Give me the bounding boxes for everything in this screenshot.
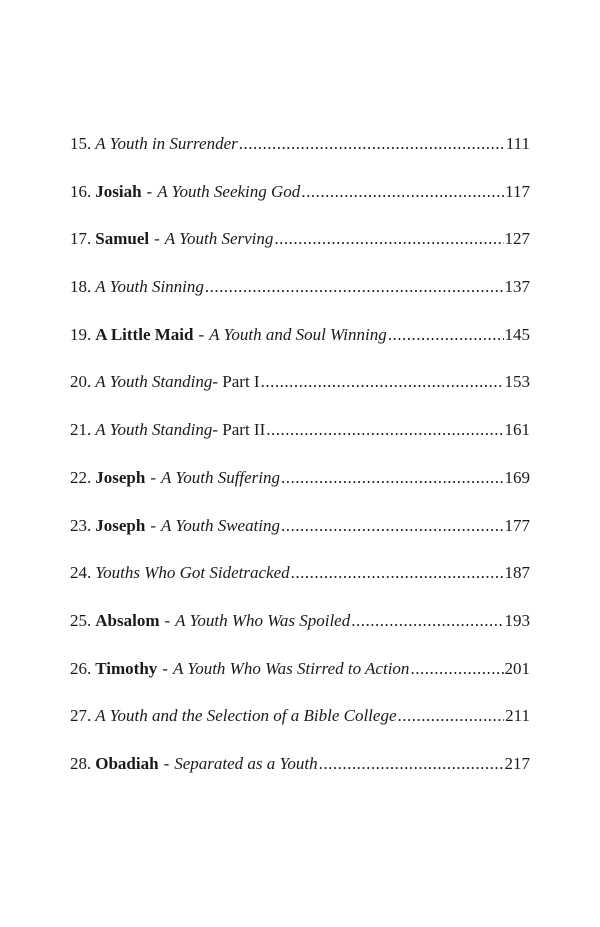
dot-leader [319,752,504,776]
entry-number: 24. [70,563,92,583]
entry-separator: - [150,467,156,487]
entry-separator: - [162,658,168,678]
entry-number: 23. [70,515,92,535]
entry-separator: - [150,515,156,535]
toc-entry [70,180,530,228]
dot-leader [301,180,504,204]
entry-separator: - [198,324,205,344]
toc-entry [70,609,530,657]
dot-leader [410,657,503,681]
entry-number: 21. [70,420,92,440]
entry-number: 27. [70,706,92,726]
entry-title: A Youth Who Was Stirred to Action [172,658,410,678]
entry-page-number: 111 [505,134,530,153]
entry-number: 18. [70,277,92,297]
entry-separator: - [154,229,160,249]
toc-entry [70,752,530,800]
entry-title: A Youth Seeking God [157,181,301,201]
entry-title: A Youth Sweating [161,515,281,535]
entry-number: 15. [70,134,92,153]
entry-page-number: 187 [504,563,530,583]
entry-page-number: 177 [504,515,530,535]
entry-number: 19. [70,324,92,344]
toc-entry [70,323,530,371]
dot-leader [239,132,505,156]
entry-name: Joseph [95,467,146,487]
entry-suffix: - Part I [212,372,260,392]
entry-title: A Youth in Surrender [95,134,238,153]
entry-page-number: 127 [504,229,530,249]
entry-page-number: 193 [504,610,530,630]
entry-number: 25. [70,610,92,630]
entry-suffix: - Part II [212,420,266,440]
entry-name: Obadiah [95,753,159,773]
entry-number: 16. [70,181,92,201]
entry-number: 22. [70,467,92,487]
dot-leader [281,514,503,538]
entry-title: Youths Who Got Sidetracked [95,563,290,583]
toc-entry [70,418,530,466]
entry-page-number: 117 [505,181,530,201]
entry-page-number: 169 [504,467,530,487]
toc-entry [70,657,530,705]
dot-leader [291,561,504,585]
entry-number: 26. [70,658,92,678]
dot-leader [261,370,504,394]
entry-page-number: 201 [504,658,530,678]
entry-title: A Youth Standing [95,372,213,392]
entry-number: 20. [70,372,92,392]
entry-number: 28. [70,753,92,773]
entry-title: A Youth Sinning [95,277,204,297]
entry-separator: - [146,181,153,201]
entry-page-number: 153 [504,372,530,392]
toc-entry [70,370,530,418]
entry-page-number: 161 [504,420,530,440]
entry-page-number: 217 [504,753,530,773]
entry-name: Samuel [95,229,150,249]
dot-leader [281,466,503,490]
table-of-contents [70,132,530,800]
entry-name: A Little Maid [95,324,194,344]
toc-entry [70,514,530,562]
entry-title: A Youth Who Was Spoiled [175,610,351,630]
dot-leader [266,418,503,442]
toc-entry [70,561,530,609]
entry-title: Separated as a Youth [174,753,318,773]
entry-separator: - [163,753,170,773]
toc-entry [70,466,530,514]
entry-page-number: 137 [504,277,530,297]
dot-leader [388,323,504,347]
entry-number: 17. [70,229,92,249]
entry-title: A Youth Standing [95,420,213,440]
entry-title: A Youth Serving [164,229,274,249]
entry-title: A Youth Suffering [161,467,281,487]
entry-name: Absalom [95,610,160,630]
entry-separator: - [164,610,171,630]
entry-title: A Youth and the Selection of a Bible College [95,706,397,726]
dot-leader [274,227,503,251]
entry-name: Josiah [95,181,142,201]
entry-title: A Youth and Soul Winning [209,324,387,344]
toc-entry [70,275,530,323]
entry-name: Timothy [95,658,158,678]
dot-leader [398,704,505,728]
toc-entry [70,227,530,275]
dot-leader [351,609,503,633]
toc-entry [70,704,530,752]
entry-page-number: 211 [505,706,530,726]
entry-page-number: 145 [504,324,530,344]
toc-entry [70,132,530,180]
dot-leader [205,275,504,299]
entry-name: Joseph [95,515,146,535]
